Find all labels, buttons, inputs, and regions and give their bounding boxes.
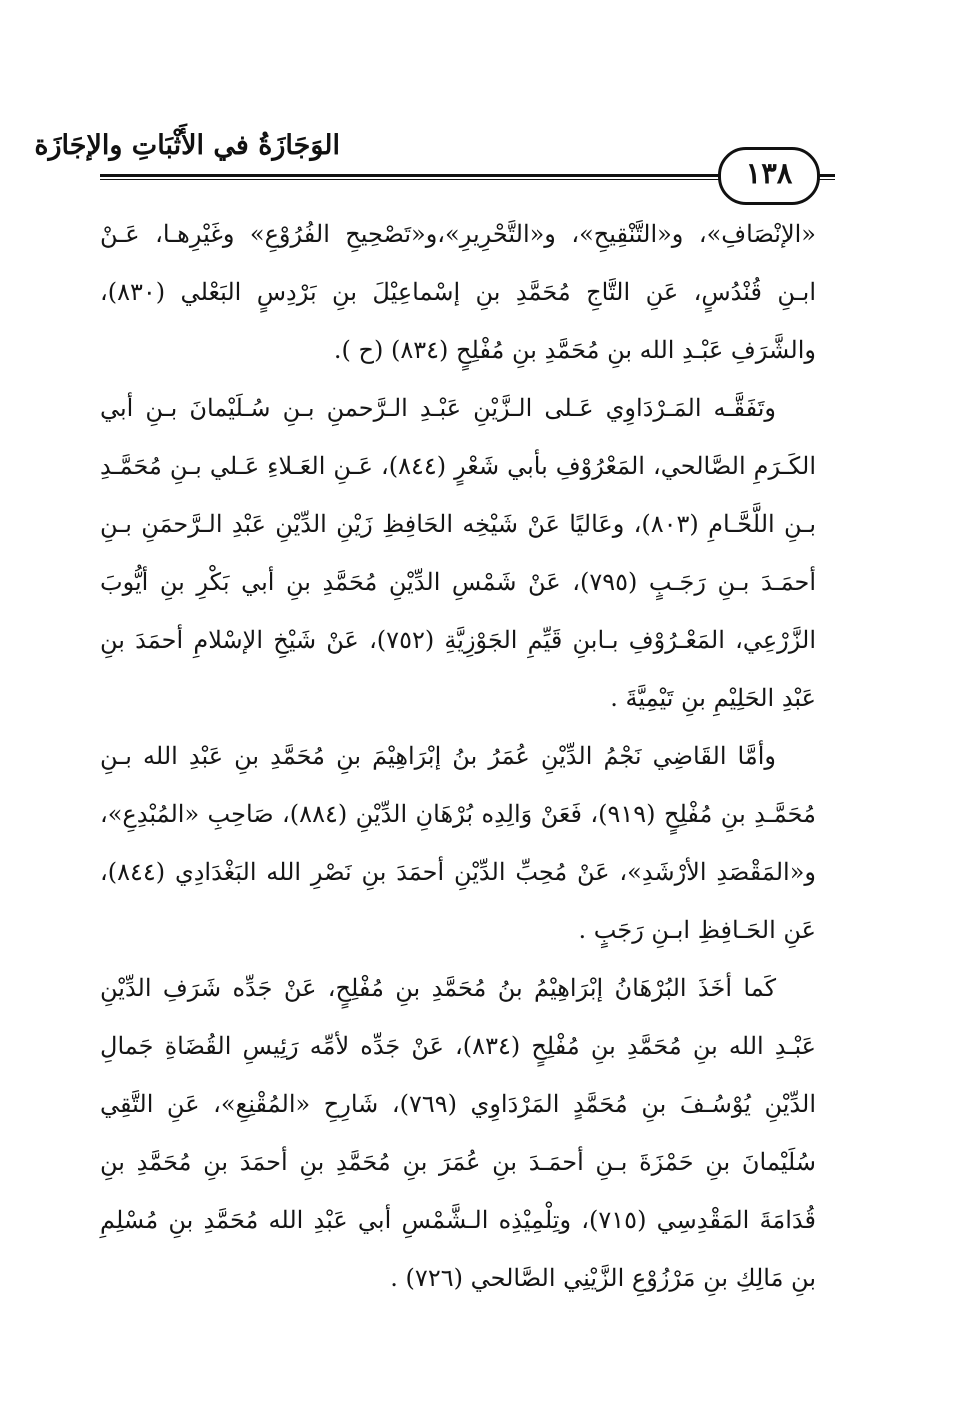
paragraph-3: وأمَّا القَاضِي نَجْمُ الدِّيْنِ عُمَرُ بنُ إبْرَاهِيْمَ بنِ مُحَمَّدِ بنِ عَبْدِ الله بـنِ مُحَمَّـدِ بنِ مُفْلِحٍ (٩١٩)، فَعَنْ وَالِدِه بُرْهَانِ الدِّيْنِ (٨٨٤)، صَاحِبِ «المُبْدِعِ»، و«المَقْصَدِ الأرْشَدِ»، عَنْ مُحِبِّ الدِّيْنِ أحمَدَ بنِ نَصْرِ الله البَغْدَادِي (٨٤٤)، عَنِ الحَـافِظِ ابـنِ رَجَبٍ .: [100, 742, 817, 944]
header-rule-tail-thin: [817, 179, 835, 180]
paragraph-4: كَما أخَذَ البُرْهَانُ إبْرَاهِيْمُ بنُ مُحَمَّدِ بنِ مُفْلِحٍ، عَنْ جَدِّه شَرَفِ الدِّيْنِ عَبْـدِ الله بنِ مُحَمَّدِ بنِ مُفْلِحٍ (٨٣٤)، عَنْ جَدِّه لأمِّه رَئِيسِ القُضَاةِ جَمالِ الدِّيْنِ يُوْسُـفَ بنِ مُحَمَّدٍ المَرْدَاوِي (٧٦٩)، شَارِحِ «المُقْنِعِ»، عَنِ التَّقِي سُلَيْمانَ بنِ حَمْزَةَ بـنِ أحمَـدَ بنِ عُمَرَ بنِ مُحَمَّدِ بنِ أحمَدَ بنِ مُحَمَّدِ بنِ قُدَامَةَ المَقْدِسِي (٧١٥)، وتِلْمِيْذِه الـشَّمْسِ أبي عَبْدِ الله مُحَمَّدِ بنِ مُسْلِمِ بنِ مَالِكِ بنِ مَرْزُوْعِ الزَّيْنِي الصَّالحي (٧٢٦) .: [100, 974, 816, 1292]
page-number-frame: [718, 147, 820, 205]
paragraph-1: «الإنْصَافِ»، و«التَّنْقِيحِ»، و«التَّحْرِيرِ»،و«تَصْحِيحِ الفُرُوْعِ» وغَيْرِهـا، عَـنْ ابـنِ قُنْدُسٍ، عَنِ التَّاجِ مُحَمَّدِ بنِ إسْماعِيْلَ بنِ بَرْدِسٍ البَعْلي (٨٣٠)، والشَّرَفِ عَبْـدِ الله بنِ مُحَمَّدِ بنِ مُفْلِحٍ (٨٣٤) (ح ).: [100, 220, 816, 364]
main-text: [100, 205, 816, 1307]
page-header: [34, 118, 835, 198]
page-number: ١٣٨: [745, 156, 793, 190]
running-title: الوَجَازَةُ في الأَثْبَاتِ والإجَازَة: [34, 130, 340, 161]
paragraph-2: وتَفَقَّـه المَـرْدَاوِي عَـلى الـزَّيْنِ عَبْـدِ الـرَّحمنِ بـنِ سُـلَيْمانَ بـنِ أبي الكَـرَمِ الصَّالحي، المَعْرُوْفِ بأبي شَعْرٍ (٨٤٤)، عَـنِ العَـلاءِ عَـلي بـنِ مُحَمَّـدِ بـنِ اللَّحَّـامِ (٨٠٣)، وعَاليًا عَنْ شَيْخِه الحَافِظِ زَيْنِ الدِّيْنِ عَبْدِ الـرَّحمَنِ بـنِ أحمَـدَ بـنِ رَجَـبٍ (٧٩٥)، عَنْ شَمْسِ الدِّيْنِ مُحَمَّدِ بنِ أبي بَكْرِ بنِ أيُّوبَ الزَّرْعِي، المَعْـرُوْفِ بـابنِ قَيِّمِ الجَوْزِيَّةِ (٧٥٢)، عَنْ شَيْخِ الإسْلامِ أحمَدَ بنِ عَبْدِ الحَلِيْمِ بنِ تَيْمِيَّةَ .: [100, 394, 816, 712]
header-rule-thin: [100, 179, 720, 180]
header-rule-thick: [100, 174, 720, 177]
header-rule-tail-thick: [817, 174, 835, 177]
